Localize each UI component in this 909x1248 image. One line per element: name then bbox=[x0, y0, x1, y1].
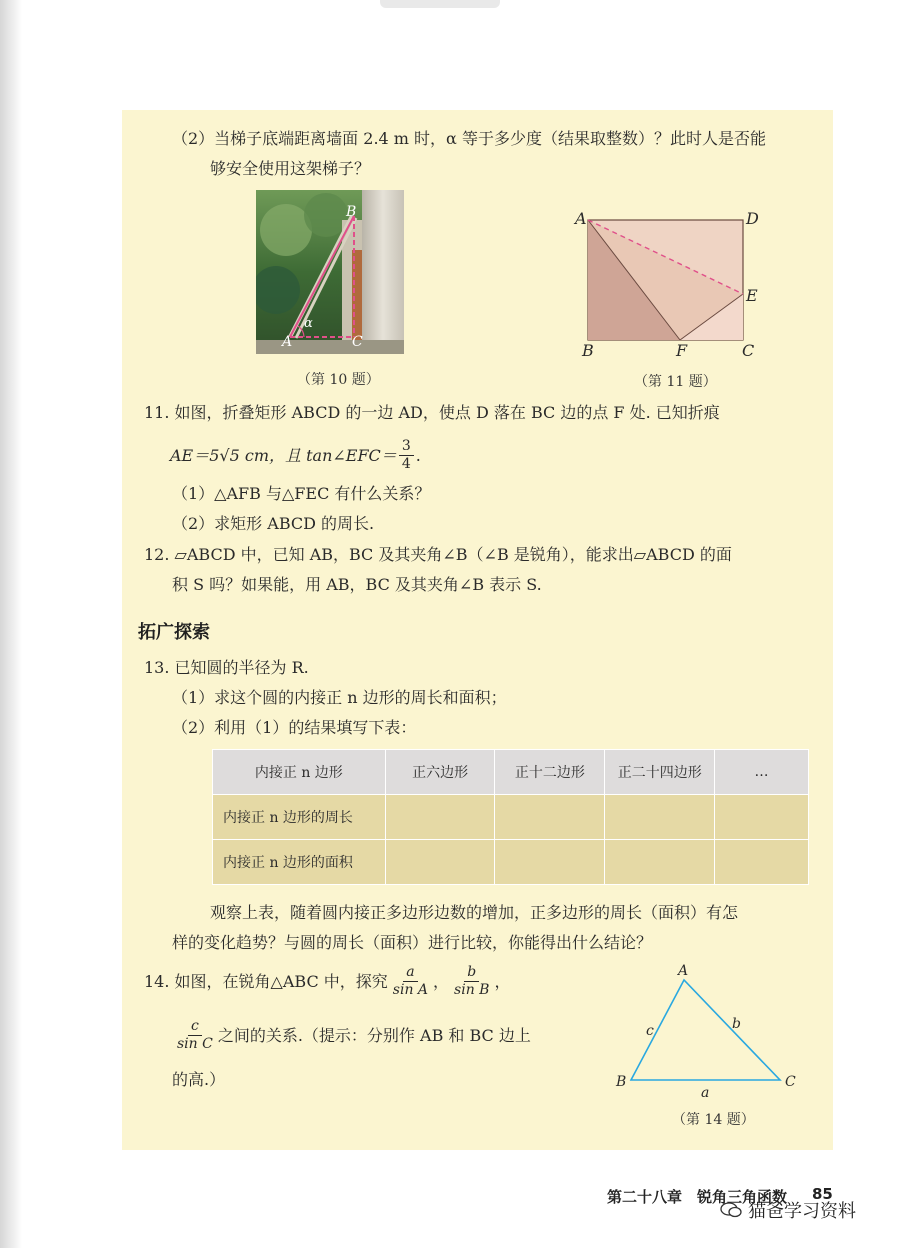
q14-line2-suffix: 之间的关系.（提示：分别作 AB 和 BC 边上 bbox=[217, 1025, 531, 1045]
fig14-side-a: a bbox=[701, 1085, 710, 1101]
table-header: … bbox=[715, 750, 809, 795]
fig10-label-b: B bbox=[346, 204, 357, 220]
page-edge-shadow bbox=[0, 0, 22, 1248]
table-cell bbox=[495, 795, 605, 840]
q12-line1: 12. ▱ABCD 中，已知 AB，BC 及其夹角∠B（∠B 是锐角），能求出▱ABCD 的面 bbox=[144, 545, 732, 564]
q11-line2-suffix: . bbox=[415, 445, 421, 465]
fig11-label-e: E bbox=[746, 286, 758, 305]
q14-f1-num: a bbox=[403, 964, 417, 982]
q11-line2 bbox=[170, 438, 421, 473]
q11-part1: （1）△AFB 与△FEC 有什么关系？ bbox=[172, 484, 431, 503]
table-header: 正六边形 bbox=[385, 750, 495, 795]
q13-observation-line2: 样的变化趋势？与圆的周长（面积）进行比较，你能得出什么结论？ bbox=[172, 933, 653, 952]
ladder-photo-drawing bbox=[256, 190, 404, 354]
page-number: 85 bbox=[812, 1185, 833, 1203]
fig11-label-c: C bbox=[742, 341, 755, 360]
photo-pillar bbox=[362, 190, 404, 354]
q11-line1: 11. 如图，折叠矩形 ABCD 的一边 AD，使点 D 落在 BC 边的点 F 处. 已知折痕 bbox=[144, 403, 720, 422]
q14-fraction-c bbox=[174, 1018, 216, 1053]
table-row bbox=[213, 795, 809, 840]
q13-observation-line1: 观察上表，随着圆内接正多边形边数的增加，正多边形的周长（面积）有怎 bbox=[210, 903, 739, 922]
ladder-photo bbox=[256, 190, 404, 354]
fig11-label-f: F bbox=[676, 341, 688, 360]
table-cell bbox=[605, 840, 715, 885]
fig10-label-c: C bbox=[352, 334, 363, 350]
q14-fraction-b bbox=[451, 964, 492, 999]
q14-sep1: ， bbox=[433, 971, 450, 991]
table-header-row bbox=[213, 750, 809, 795]
q14-line2 bbox=[172, 1018, 531, 1053]
fig10-label-a: A bbox=[282, 334, 293, 350]
table-cell bbox=[385, 840, 495, 885]
q12-line2: 积 S 吗？如果能，用 AB，BC 及其夹角∠B 表示 S. bbox=[172, 575, 542, 594]
table-header: 内接正 n 边形 bbox=[213, 750, 386, 795]
chat-bubble-icon bbox=[720, 1202, 742, 1218]
table-cell bbox=[605, 795, 715, 840]
q14-line3: 的高.） bbox=[172, 1070, 226, 1089]
fig14-label-b: B bbox=[616, 1074, 627, 1090]
chapter-title: 第二十八章 锐角三角函数 bbox=[607, 1188, 788, 1206]
q14-sep2: ， bbox=[494, 971, 511, 991]
q11-frac-num: 3 bbox=[399, 438, 414, 456]
table-cell bbox=[495, 840, 605, 885]
q10-part2-line1: （2）当梯子底端距离墙面 2.4 m 时，α 等于多少度（结果取整数）？此时人是否能 bbox=[172, 129, 766, 148]
table-header: 正二十四边形 bbox=[605, 750, 715, 795]
fig14-caption: （第 14 题） bbox=[672, 1112, 755, 1128]
fig14-label-c: C bbox=[785, 1074, 796, 1090]
q11-fraction bbox=[399, 438, 414, 473]
fig10-label-alpha: α bbox=[304, 316, 313, 331]
photo-foliage-2 bbox=[304, 193, 348, 237]
q14-f2-num: b bbox=[464, 964, 479, 982]
q11-part2: （2）求矩形 ABCD 的周长. bbox=[172, 514, 375, 533]
photo-foliage-1 bbox=[260, 204, 312, 256]
watermark-text: 猫爸学习资料 bbox=[748, 1201, 856, 1222]
photo-door bbox=[352, 250, 362, 340]
fig14-label-a: A bbox=[678, 963, 689, 979]
top-scan-mark bbox=[380, 0, 500, 8]
table-cell bbox=[715, 795, 809, 840]
table-cell bbox=[715, 840, 809, 885]
fig10-caption: （第 10 题） bbox=[297, 372, 380, 388]
q14-f1-den: sin A bbox=[392, 982, 429, 998]
q14-f2-den: sin B bbox=[454, 982, 490, 998]
q13-part1: （1）求这个圆的内接正 n 边形的周长和面积； bbox=[172, 688, 507, 707]
table-header: 正十二边形 bbox=[495, 750, 605, 795]
photo-ground bbox=[256, 340, 404, 354]
q13-part2: （2）利用（1）的结果填写下表： bbox=[172, 718, 417, 737]
q14-prefix: 14. 如图，在锐角△ABC 中，探究 bbox=[144, 971, 388, 991]
q14-f3-den: sin C bbox=[177, 1036, 213, 1052]
q14-line1 bbox=[144, 964, 510, 999]
fig14-side-b: b bbox=[732, 1016, 741, 1032]
q11-line2-prefix: AE＝5√5 cm，且 tan∠EFC＝ bbox=[170, 445, 397, 465]
q10-part2-line2: 够安全使用这架梯子？ bbox=[210, 159, 371, 178]
table-row-label: 内接正 n 边形的面积 bbox=[213, 840, 386, 885]
table-row-label: 内接正 n 边形的周长 bbox=[213, 795, 386, 840]
q11-frac-den: 4 bbox=[401, 456, 411, 472]
q13-line1: 13. 已知圆的半径为 R. bbox=[144, 658, 309, 677]
fig11-label-d: D bbox=[746, 209, 759, 228]
polygon-table bbox=[212, 749, 809, 885]
table-row bbox=[213, 840, 809, 885]
q14-fraction-a bbox=[390, 964, 431, 999]
fig11-label-b: B bbox=[582, 341, 594, 360]
fig11-caption: （第 11 题） bbox=[634, 374, 717, 390]
section-title: 拓广探索 bbox=[138, 622, 210, 643]
table-cell bbox=[385, 795, 495, 840]
fig11-label-a: A bbox=[575, 209, 587, 228]
fig14-side-c: c bbox=[646, 1023, 654, 1039]
q14-f3-num: c bbox=[188, 1018, 202, 1036]
